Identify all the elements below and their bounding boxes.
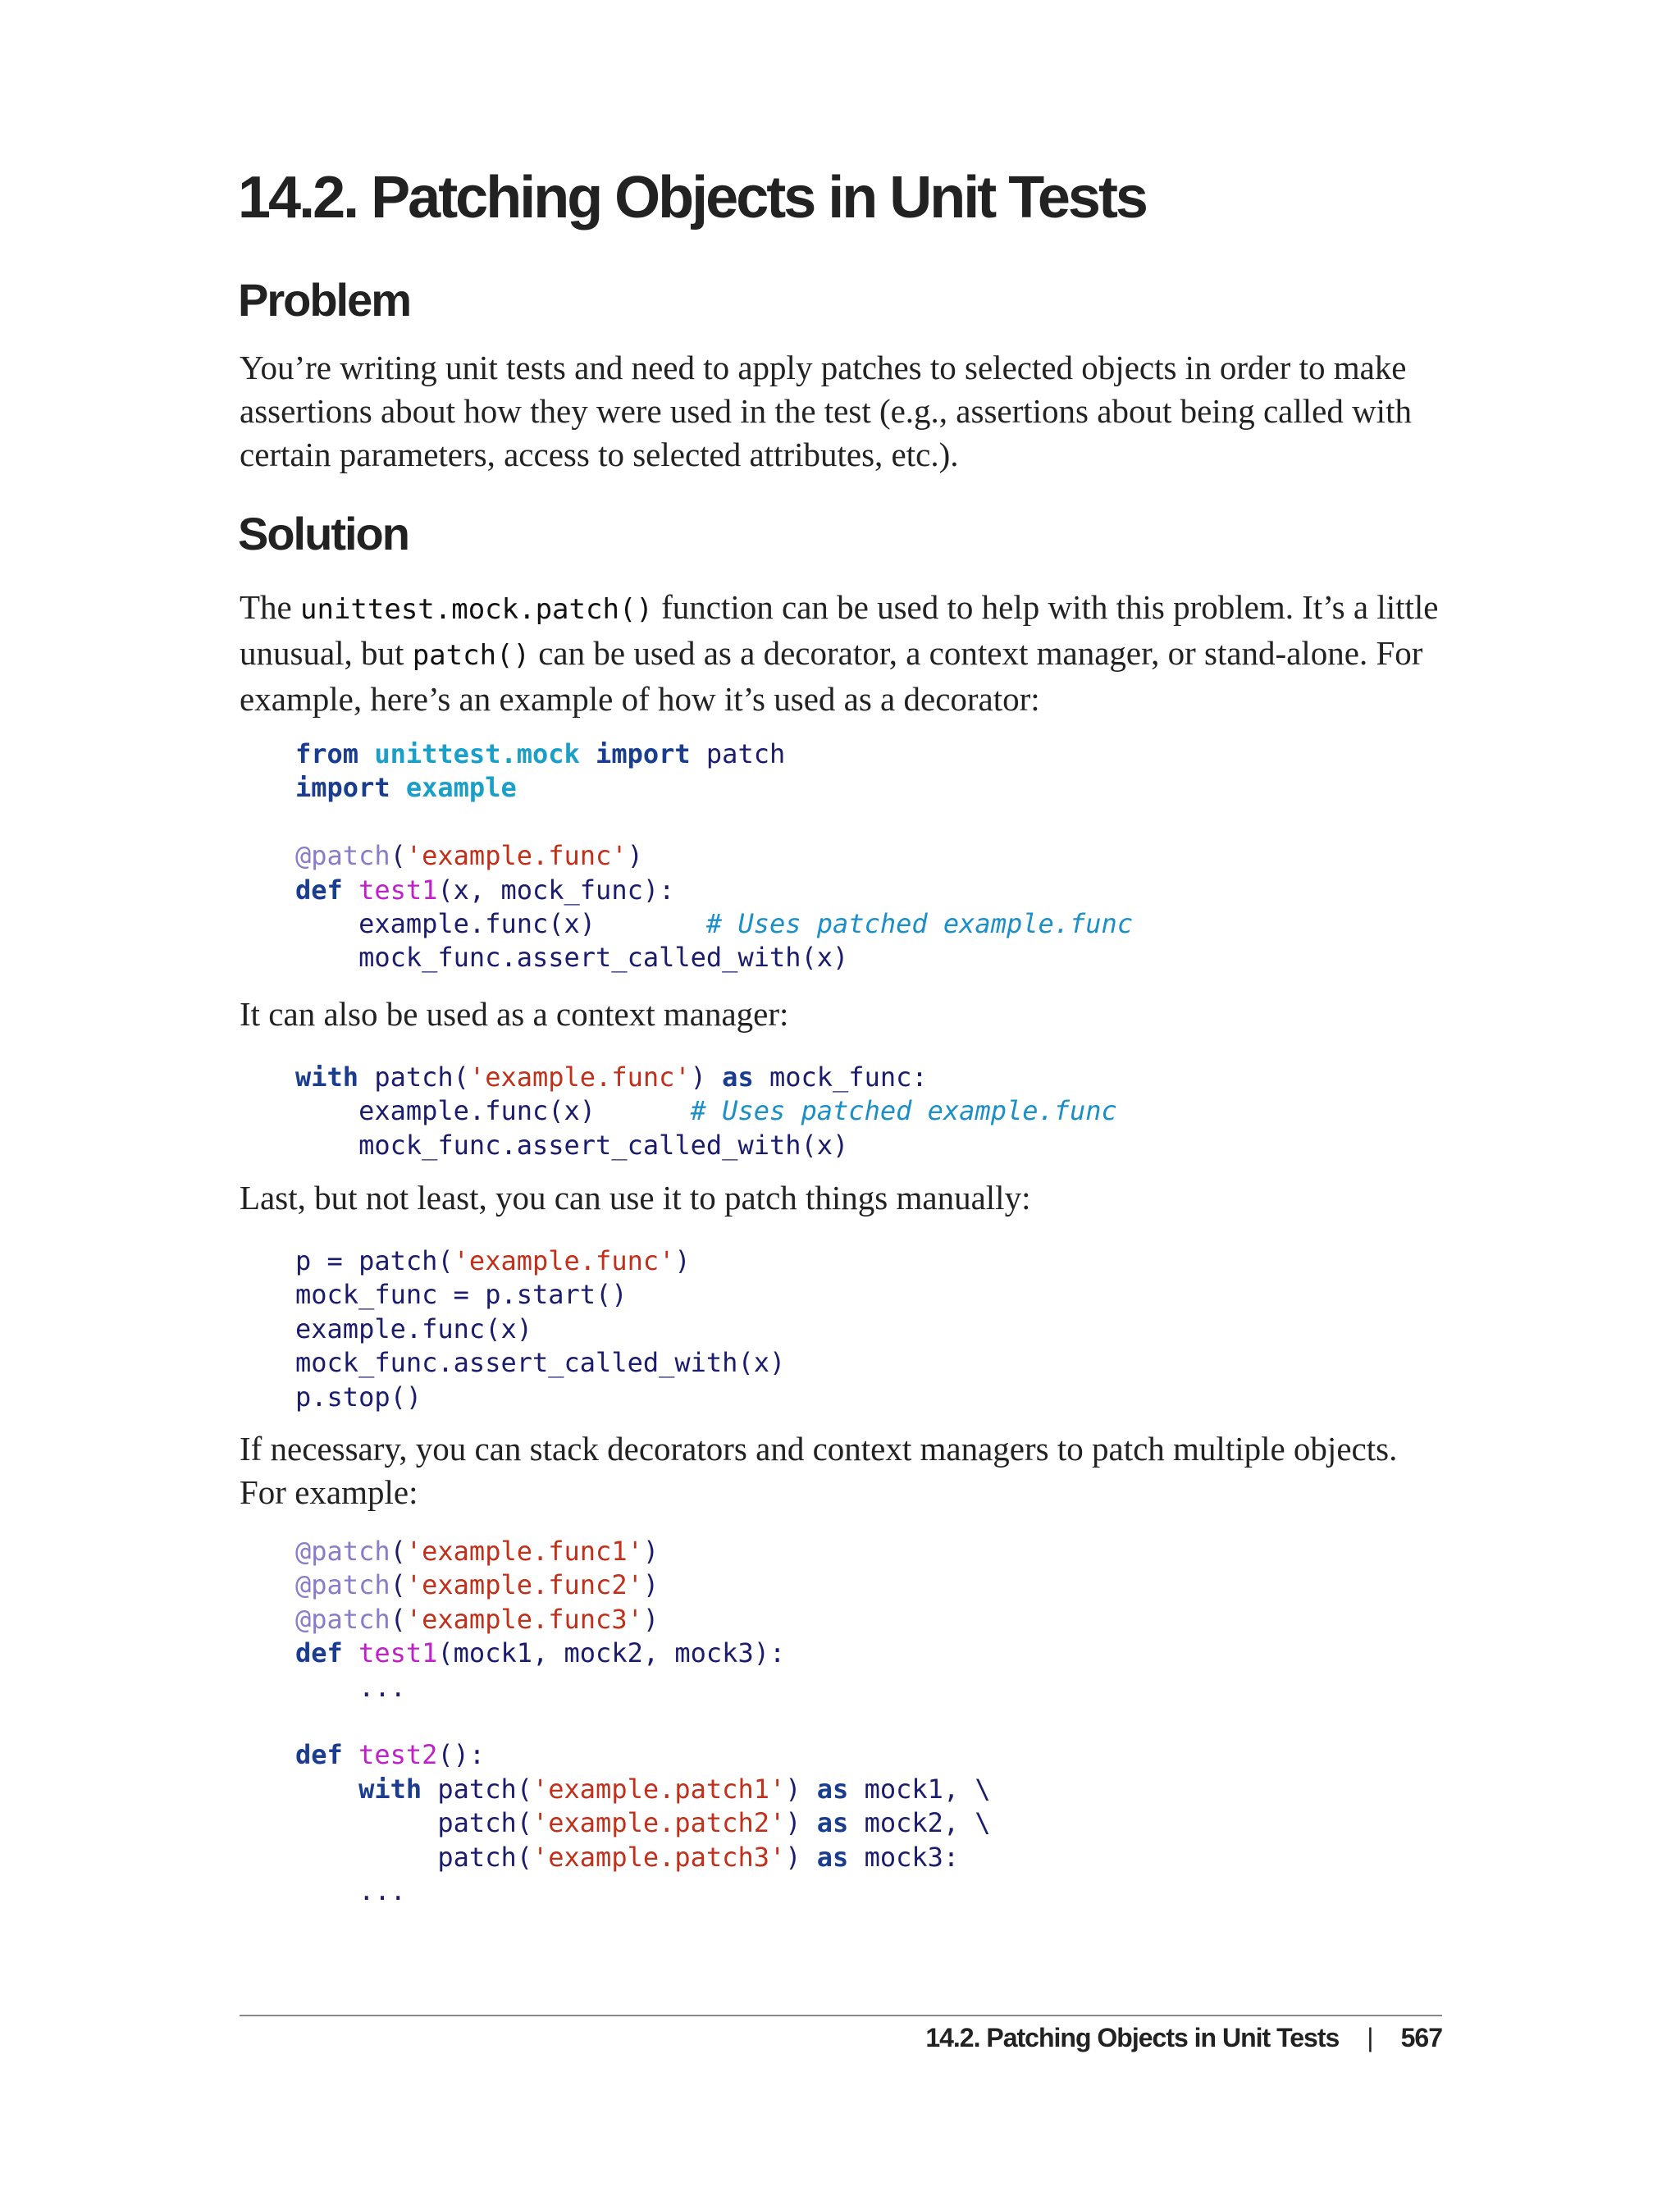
intro-text-a: The <box>240 588 300 626</box>
section-title: 14.2. Patching Objects in Unit Tests <box>238 165 1146 231</box>
code-block-context-manager: with patch('example.func') as mock_func: example.func(x) # Uses patched example.func mock_func.assert_called_with(x) <box>295 1061 1117 1161</box>
page-footer <box>925 2023 1442 2053</box>
inline-code-patch: patch() <box>412 639 530 672</box>
context-manager-paragraph: It can also be used as a context manager: <box>240 995 789 1033</box>
code-block-decorator: from unittest.mock import patch import example @patch('example.func') def test1(x, mock_func): example.func(x) # Uses patched example.func mock_func.assert_called_with(x) <box>295 738 1134 974</box>
footer-separator: | <box>1367 2023 1373 2052</box>
intro-text-c: can be used as a decorator, a context manager, or stand-alone. For example, here’s an example of how it’s used as a decorator: <box>240 634 1423 718</box>
problem-heading: Problem <box>238 274 411 326</box>
page-number: 567 <box>1400 2023 1442 2052</box>
code-block-manual: p = patch('example.func') mock_func = p.start() example.func(x) mock_func.assert_called_with(x) p.stop() <box>295 1245 786 1413</box>
intro-text-b: function can be used to help with this problem. It’s a little unusual, but <box>240 588 1439 672</box>
running-title: 14.2. Patching Objects in Unit Tests <box>925 2023 1340 2052</box>
manual-patch-paragraph: Last, but not least, you can use it to patch things manually: <box>240 1179 1031 1217</box>
solution-heading: Solution <box>238 508 409 559</box>
code-block-stacked: @patch('example.func1') @patch('example.func2') @patch('example.func3') def test1(mock1, mock2, mock3): ... def test2(): with patch('example.patch1') as mock1, \ patch('example.patch2') as mock2, \ patch('example.patch3') as mock3: ... <box>295 1536 991 1907</box>
footer-rule <box>240 2015 1442 2016</box>
inline-code-unittest-mock-patch: unittest.mock.patch() <box>300 593 653 626</box>
problem-paragraph: You’re writing unit tests and need to apply patches to selected objects in order to make assertions about how they were used in the test (e.g., assertions about being called with certain parameters, access to selected attributes, etc.). <box>240 349 1412 473</box>
stacking-paragraph: If necessary, you can stack decorators and context managers to patch multiple objects. For example: <box>240 1430 1398 1511</box>
solution-intro-paragraph <box>240 586 1442 721</box>
